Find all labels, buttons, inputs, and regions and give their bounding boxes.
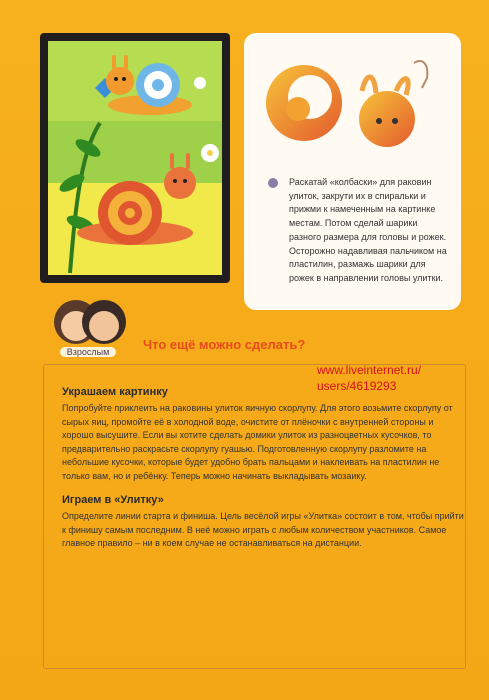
section-title-game: Играем в «Улитку»	[62, 494, 164, 506]
bullet-icon	[268, 178, 278, 188]
section-body-decorate: Попробуйте приклеить на раковины улиток яичную скорлупу. Для этого возьмите скорлупу от сырых яиц, промойте её в холодной воде, очистите от плёночки с внутренней стороны и хорошо высушите. Если вы хотите сделать домики улиток из разноцветных кусочков, то предварительно раскрасьте скорлупу гуашью. Подготовленную скорлупу разломите на небольшие кусочки, которые будет удобно брать пальцами и наклеивать на пластилин не только вам, но и ребёнку. Теперь можно начинать выкладывать мозаику.	[62, 403, 453, 481]
section-body-game: Определите линии старта и финиша. Цель весёлой игры «Улитка» состоит в том, чтобы прийти к финишу самым последним. В неё можно играть с любым количеством участников. Самое главное правило – ни в коем случае не останавливаться на дистанции.	[62, 511, 464, 549]
parents-avatar-icon	[50, 296, 130, 348]
section-heading: Что ещё можно сделать?	[143, 337, 306, 352]
watermark-line-2: users/4619293	[317, 379, 397, 393]
instruction-card	[244, 33, 461, 310]
section-title-decorate: Украшаем картинку	[62, 386, 168, 398]
snail-illustration	[40, 33, 230, 283]
watermark-line-1: www.liveinternet.ru/	[317, 363, 422, 377]
instruction-text: Раскатай «колбаски» для раковин улиток, закрути их в спиральки и прижми к намеченным на картинке местам. Потом сделай шарики разного размера для головы и рожек. Осторожно надавливая пальчиком на пластилин, размажь шарики для рожек в направлении головы улитки.	[289, 177, 447, 283]
adults-label: Взрослым	[60, 347, 116, 357]
